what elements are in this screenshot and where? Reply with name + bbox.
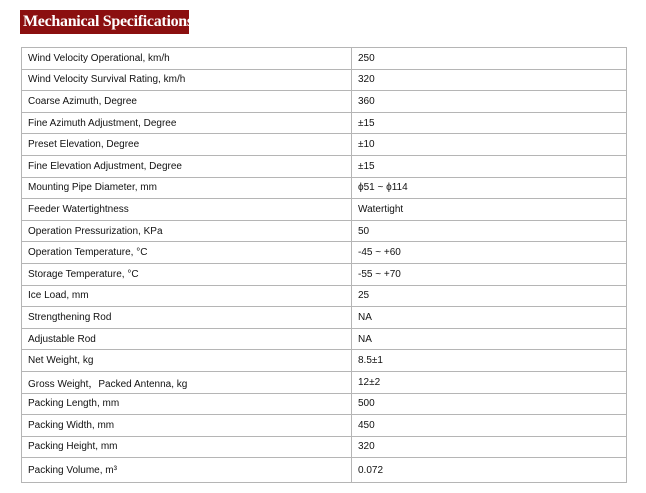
spec-label: Strengthening Rod <box>22 307 352 329</box>
table-row <box>22 436 627 458</box>
table-row <box>22 199 627 221</box>
table-row <box>22 220 627 242</box>
spec-label: Wind Velocity Operational, km/h <box>22 48 352 70</box>
spec-value: 250 <box>352 48 627 70</box>
table-row <box>22 328 627 350</box>
table-row <box>22 350 627 372</box>
table-row <box>22 155 627 177</box>
spec-value: ±10 <box>352 134 627 156</box>
spec-value: 50 <box>352 220 627 242</box>
spec-label: Operation Pressurization, KPa <box>22 220 352 242</box>
spec-value: 360 <box>352 91 627 113</box>
table-row <box>22 263 627 285</box>
spec-label: Packing Width, mm <box>22 415 352 437</box>
table-row <box>22 415 627 437</box>
table-row <box>22 307 627 329</box>
spec-label: Feeder Watertightness <box>22 199 352 221</box>
spec-label: Adjustable Rod <box>22 328 352 350</box>
spec-label: Packing Volume, m³ <box>22 458 352 483</box>
specifications-table <box>21 47 627 483</box>
table-row <box>22 48 627 70</box>
spec-label: Ice Load, mm <box>22 285 352 307</box>
spec-label: Mounting Pipe Diameter, mm <box>22 177 352 199</box>
spec-value: NA <box>352 328 627 350</box>
spec-label: Net Weight, kg <box>22 350 352 372</box>
spec-label: Packing Length, mm <box>22 393 352 415</box>
spec-value: 320 <box>352 436 627 458</box>
spec-value: 0.072 <box>352 458 627 483</box>
spec-value: Watertight <box>352 199 627 221</box>
spec-value: 500 <box>352 393 627 415</box>
spec-label: Fine Elevation Adjustment, Degree <box>22 155 352 177</box>
spec-value: NA <box>352 307 627 329</box>
spec-value: ±15 <box>352 155 627 177</box>
spec-value: 8.5±1 <box>352 350 627 372</box>
table-row <box>22 91 627 113</box>
specifications-table-body <box>22 48 627 483</box>
table-row <box>22 285 627 307</box>
table-row <box>22 242 627 264</box>
spec-value: -45 ~ +60 <box>352 242 627 264</box>
table-row <box>22 177 627 199</box>
table-row <box>22 69 627 91</box>
table-row <box>22 112 627 134</box>
spec-label: Wind Velocity Survival Rating, km/h <box>22 69 352 91</box>
spec-value: 12±2 <box>352 371 627 393</box>
spec-label: Coarse Azimuth, Degree <box>22 91 352 113</box>
spec-label: Storage Temperature, °C <box>22 263 352 285</box>
table-row <box>22 134 627 156</box>
table-row <box>22 393 627 415</box>
spec-value: 25 <box>352 285 627 307</box>
section-title: Mechanical Specifications <box>20 10 189 34</box>
spec-label: Packing Height, mm <box>22 436 352 458</box>
spec-value: -55 ~ +70 <box>352 263 627 285</box>
spec-label: Operation Temperature, °C <box>22 242 352 264</box>
spec-value: 450 <box>352 415 627 437</box>
spec-label: Gross Weight，Packed Antenna, kg <box>22 371 352 393</box>
table-row <box>22 458 627 483</box>
spec-value: ϕ51 ~ ϕ114 <box>352 177 627 199</box>
spec-label: Fine Azimuth Adjustment, Degree <box>22 112 352 134</box>
spec-value: 320 <box>352 69 627 91</box>
spec-value: ±15 <box>352 112 627 134</box>
spec-label: Preset Elevation, Degree <box>22 134 352 156</box>
table-row <box>22 371 627 393</box>
